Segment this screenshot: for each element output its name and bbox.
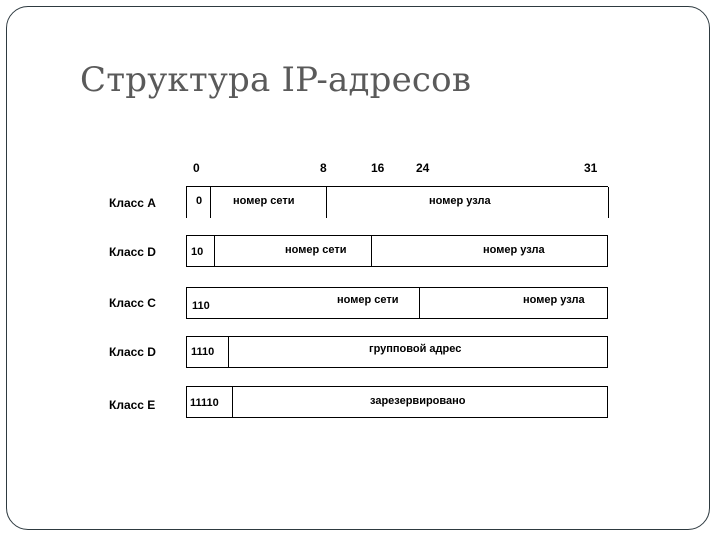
ip-address-structure-diagram [100,150,620,440]
class-c-row [186,287,608,319]
class-a-row [186,186,608,218]
class-b-network-field: номер сети [285,244,347,256]
class-b-prefix: 10 [191,246,204,258]
class-e-reserved-field: зарезервировано [370,395,466,407]
class-e-prefix: 11110 [190,397,219,409]
bit-label-8: 8 [320,161,327,175]
class-a-prefix: 0 [196,195,203,207]
bit-label-0: 0 [193,161,200,175]
class-label-b: Класс D [109,245,156,259]
class-c-prefix: 110 [192,300,210,312]
bit-label-24: 24 [416,161,430,175]
class-a-host-field: номер узла [429,195,491,207]
bit-label-31: 31 [584,161,598,175]
class-a-network-field: номер сети [233,195,295,207]
class-c-host-field: номер узла [523,294,585,306]
class-label-d: Класс D [109,345,156,359]
class-c-network-field: номер сети [337,294,399,306]
class-d-prefix: 1110 [191,346,215,358]
class-b-host-field: номер узла [483,244,545,256]
slide-title: Структура IP-адресов [80,60,472,100]
class-label-a: Класс A [109,196,156,210]
class-label-e: Класс E [109,398,156,412]
class-d-row [186,336,608,368]
class-e-row [186,386,608,418]
bit-label-16: 16 [371,161,385,175]
class-d-multicast-field: групповой адрес [369,343,462,355]
class-b-row [186,235,608,267]
class-label-c: Класс C [109,296,156,310]
